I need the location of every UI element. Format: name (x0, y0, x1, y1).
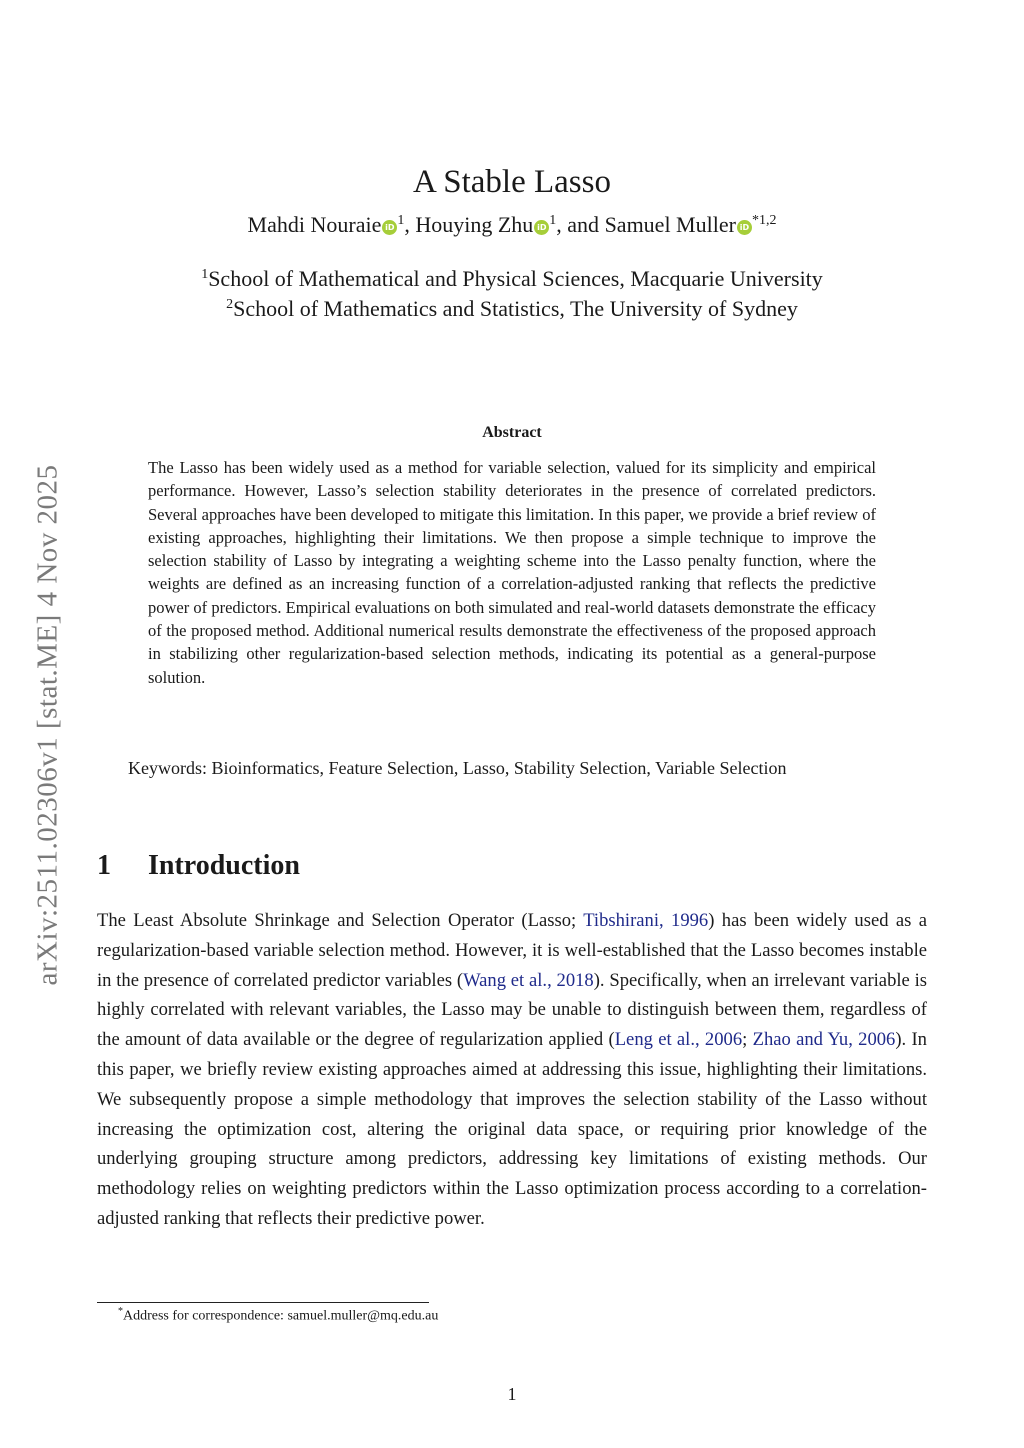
body-text: The Least Absolute Shrinkage and Selection Operator (Lasso; (97, 910, 584, 931)
author-affiliation-mark: 1 (397, 213, 405, 228)
footnote-mark: * (118, 1306, 123, 1317)
body-text: ). In this paper, we briefly review existing approaches aimed at addressing this issue, highlighting their limitations. We subsequently propose a simple methodology that improves the selection stability of the Lasso without increasing the optimization cost, altering the original data space, or requiring prior knowledge of the underlying grouping structure among predictors, addressing key limitations of existing methods. Our methodology relies on weighting predictors within the Lasso optimization process according to a correlation-adjusted ranking that reflects their predictive power. (97, 1029, 927, 1229)
affiliation-mark: 1 (201, 267, 209, 282)
section-title: Introduction (148, 850, 300, 881)
introduction-paragraph (97, 906, 927, 1234)
author-affiliation-mark: 1 (549, 213, 557, 228)
abstract-text: The Lasso has been widely used as a method for variable selection, valued for its simplicity and empirical performance. However, Lasso’s selection stability deteriorates in the presence of correlated predictors. Several approaches have been developed to mitigate this limitation. In this paper, we provide a brief review of existing approaches, highlighting their limitations. We then propose a simple technique to improve the selection stability of Lasso by integrating a weighting scheme into the Lasso penalty function, where the weights are defined as an increasing function of a correlation-adjusted ranking that reflects the predictive power of predictors. Empirical evaluations on both simulated and real-world datasets demonstrate the efficacy of the proposed method. Additional numerical results demonstrate the effectiveness of the proposed approach in stabilizing other regularization-based selection methods, indicating its potential as a general-purpose solution. (148, 458, 876, 687)
citation-link[interactable]: Wang et al., 2018 (463, 969, 594, 991)
body-text: ). Specifically, when an irrelevant variable is highly correlated with relevant variables, the Lasso may be unable to distinguish between them, regardless of the amount of data available or the degree of regularization applied ( (97, 969, 927, 1051)
footnote-text: Address for correspondence: samuel.muller@mq.edu.au (123, 1308, 439, 1324)
author-affiliation-mark: *1,2 (751, 213, 777, 228)
author-list (0, 212, 1024, 238)
author-name: Samuel Muller (604, 212, 736, 237)
footnote (118, 1306, 438, 1325)
affiliation-text: School of Mathematics and Statistics, The University of Sydney (233, 296, 798, 321)
author-separator: , (404, 212, 416, 237)
arxiv-id-text: arXiv:2511.02306v1 [stat.ME] 4 Nov 2025 (31, 464, 64, 986)
arxiv-sidebar-identifier (20, 415, 76, 1035)
orcid-icon[interactable]: iD (737, 220, 752, 235)
affiliation-mark: 2 (226, 297, 234, 312)
keywords-line: Keywords: Bioinformatics, Feature Selection, Lasso, Stability Selection, Variable Selection (128, 758, 787, 778)
body-text: ) has been widely used as a regularization-based variable selection method. However, it is well-established that the Lasso becomes instable in the presence of correlated predictor variables ( (97, 910, 927, 991)
orcid-icon[interactable]: iD (382, 220, 397, 235)
citation-link[interactable]: Zhao and Yu, 2006 (752, 1029, 896, 1051)
abstract-heading: Abstract (482, 424, 542, 441)
section-heading-introduction (97, 850, 300, 882)
affiliation-line (0, 266, 1024, 292)
citation-link[interactable]: Leng et al., 2006 (614, 1029, 743, 1051)
paper-title: A Stable Lasso (413, 164, 611, 201)
page-number: 1 (507, 1384, 517, 1404)
affiliation-line (0, 296, 1024, 322)
citation-link[interactable]: Tibshirani, 1996 (583, 910, 709, 931)
affiliation-text: School of Mathematical and Physical Sciences, Macquarie University (208, 266, 823, 291)
footnote-rule (97, 1302, 429, 1303)
author-separator: , and (556, 212, 605, 237)
author-name: Mahdi Nouraie (247, 212, 382, 237)
orcid-icon[interactable]: iD (534, 220, 549, 235)
author-name: Houying Zhu (415, 212, 534, 237)
section-number: 1 (97, 850, 111, 881)
body-text: ; (742, 1029, 753, 1051)
